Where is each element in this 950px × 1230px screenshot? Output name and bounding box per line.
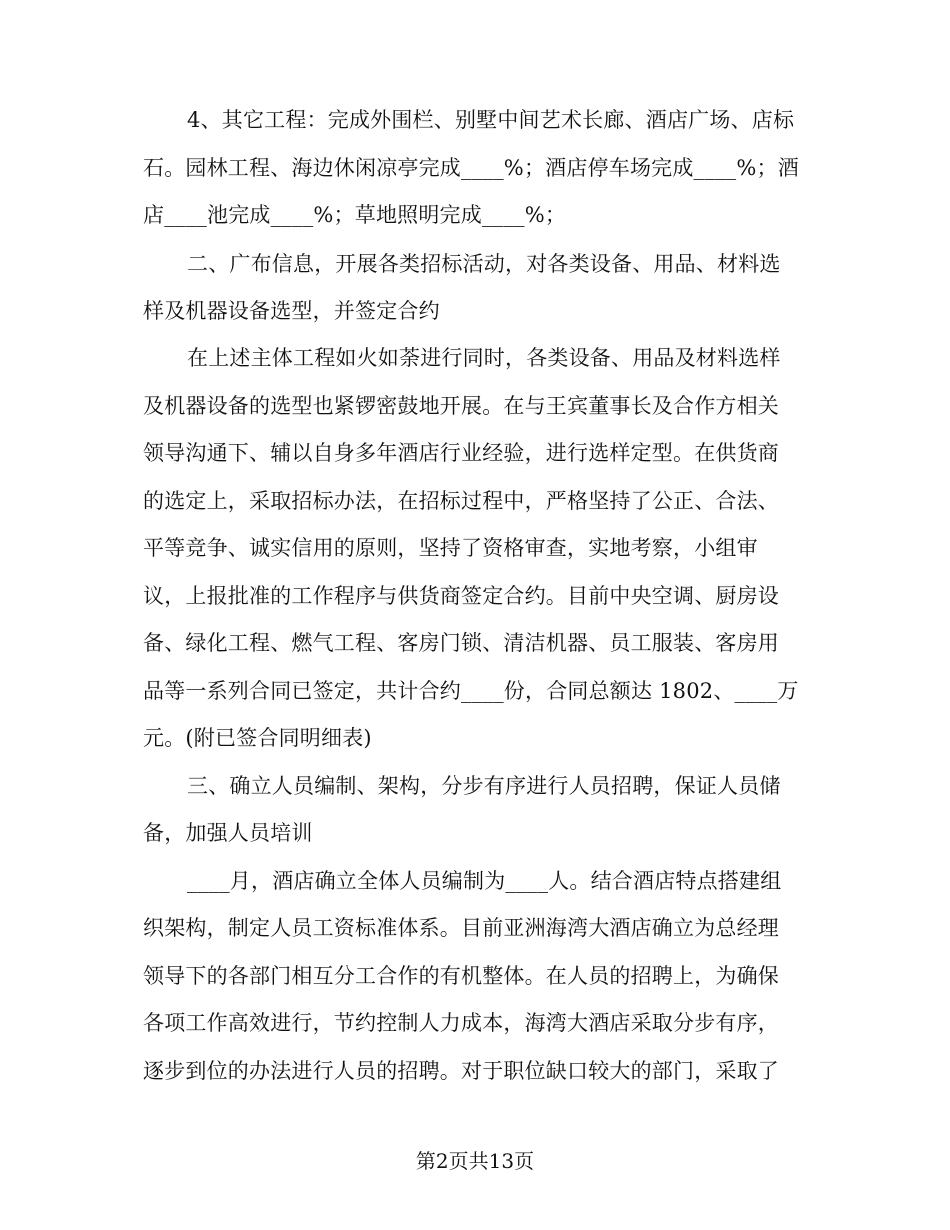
section-heading: 备，加强人员培训: [143, 821, 313, 845]
text-line: 品等一系列合同已签定，共计合约____份，合同总额达 1802、____万: [143, 679, 799, 703]
text-line: 备、绿化工程、燃气工程、客房门锁、清洁机器、员工服装、客房用: [143, 631, 779, 655]
section-heading: 三、确立人员编制、架构，分步有序进行人员招聘，保证人员储: [187, 774, 781, 798]
text-line: 的选定上，采取招标办法，在招标过程中，严格坚持了公正、合法、: [143, 489, 779, 513]
section-heading: 样及机器设备选型，并签定合约: [143, 299, 440, 323]
text-line: 及机器设备的选型也紧锣密鼓地开展。在与王宾董事长及合作方相关: [143, 394, 779, 418]
text-line: 石。园林工程、海边休闲凉亭完成____%；酒店停车场完成____%；酒: [143, 156, 799, 180]
text-line: 在上述主体工程如火如荼进行同时，各类设备、用品及材料选样: [187, 346, 781, 370]
text-line: 逐步到位的办法进行人员的招聘。对于职位缺口较大的部门，采取了: [143, 1059, 779, 1083]
text-line: 各项工作高效进行，节约控制人力成本，海湾大酒店采取分步有序，: [143, 1011, 779, 1035]
text-line: 4、其它工程：完成外围栏、别墅中间艺术长廊、酒店广场、店标: [187, 108, 795, 132]
text-line: 织架构，制定人员工资标准体系。目前亚洲海湾大酒店确立为总经理: [143, 916, 779, 940]
text-line: 平等竞争、诚实信用的原则，坚持了资格审查，实地考察，小组审: [143, 536, 758, 560]
page-footer: 第2页共13页: [415, 1149, 535, 1173]
text-line: 店____池完成____%；草地照明完成____%；: [143, 203, 567, 227]
text-line: ____月，酒店确立全体人员编制为____人。结合酒店特点搭建组: [187, 869, 782, 893]
text-line: 元。(附已签合同明细表): [143, 726, 372, 750]
text-line: 领导沟通下、辅以自身多年酒店行业经验，进行选样定型。在供货商: [143, 441, 779, 465]
text-line: 领导下的各部门相互分工合作的有机整体。在人员的招聘上，为确保: [143, 964, 779, 988]
text-line: 议，上报批准的工作程序与供货商签定合约。目前中央空调、厨房设: [143, 584, 779, 608]
section-heading: 二、广布信息，开展各类招标活动，对各类设备、用品、材料选: [187, 252, 781, 276]
